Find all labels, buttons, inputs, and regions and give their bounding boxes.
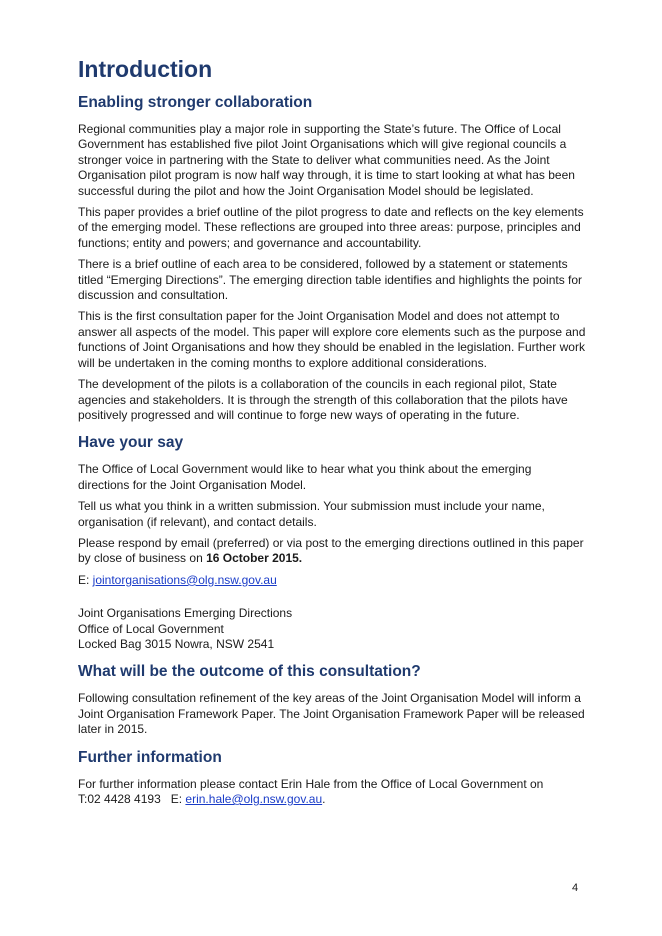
section-have-your-say xyxy=(78,433,586,652)
section-heading-collaboration: Enabling stronger collaboration xyxy=(78,94,313,111)
paragraph: The development of the pilots is a collaboration of the councils in each regional pilot, State agencies and stakeholders. It is through the strength of this collaboration that the pilots have positively progressed and will continue to forge new ways of operating in the future. xyxy=(78,377,568,422)
deadline-text: Please respond by email (preferred) or via post to the emerging directions outlined in this paper by close of business on xyxy=(78,535,584,566)
submission-email-link[interactable]: jointorganisations@olg.nsw.gov.au xyxy=(92,572,277,587)
email-label: E: xyxy=(78,572,93,587)
address-line: Office of Local Government xyxy=(78,621,224,636)
section-heading-have-your-say: Have your say xyxy=(78,434,184,452)
document-page xyxy=(78,55,586,813)
contact-phone: T:02 4428 4193 xyxy=(78,792,161,806)
paragraph: Regional communities play a major role in supporting the State’s future. The Office of Local Government has established five pilot Joint Organisations which will give regional councils a stronger voice in partnering with the State to deliver what communities need. As the Joint Organisation pilot program is now half way through, it is time to start looking at what has been successful during the pilot and how the Joint Organisation Model should be legislated. xyxy=(78,122,575,198)
section-outcome xyxy=(78,662,586,737)
page-number: 4 xyxy=(572,882,579,894)
deadline-date: 16 October 2015. xyxy=(206,551,303,566)
contact-trailing: . xyxy=(322,792,326,806)
paragraph: Tell us what you think in a written submission. Your submission must include your name, organisation (if relevant), and contact details. xyxy=(78,499,545,529)
page-title: Introduction xyxy=(78,56,213,82)
paragraph: Following consultation refinement of the key areas of the Joint Organisation Model will inform a Joint Organisation Framework Paper. The Joint Organisation Framework Paper will be released later in 2015. xyxy=(78,691,585,737)
paragraph: There is a brief outline of each area to be considered, followed by a statement or statements titled “Emerging Directions”. The emerging direction table identifies and highlights the points for discussion and consultation. xyxy=(78,257,583,303)
paragraph: The Office of Local Government would like to hear what you think about the emerging directions for the Joint Organisation Model. xyxy=(78,462,532,492)
email-line xyxy=(78,573,586,588)
contact-text: For further information please contact Erin Hale from the Office of Local Government on xyxy=(78,776,544,791)
paragraph: This paper provides a brief outline of the pilot progress to date and reflects on the key elements of the emerging model. These reflections are grouped into three areas: purpose, principles and functions; entity and powers; and governance and accountability. xyxy=(78,205,584,250)
section-further-information xyxy=(78,748,586,808)
paragraph: This is the first consultation paper for the Joint Organisation Model and does not attempt to answer all aspects of the model. This paper will explore core elements such as the purpose and functions of Joint Organisations and how they should be enabled in the legislation. Further work will be undertaken in the coming months to explore additional considerations. xyxy=(78,309,586,370)
contact-email-label: E: xyxy=(170,792,186,806)
section-collaboration xyxy=(78,93,586,423)
section-heading-further-information: Further information xyxy=(78,748,222,766)
postal-address xyxy=(78,606,586,652)
address-line: Joint Organisations Emerging Directions xyxy=(78,606,293,621)
contact-email-link[interactable]: erin.hale@olg.nsw.gov.au xyxy=(185,792,323,806)
address-line: Locked Bag 3015 Nowra, NSW 2541 xyxy=(78,636,275,651)
contact-paragraph xyxy=(78,777,586,808)
paragraph-deadline xyxy=(78,536,586,567)
section-heading-outcome: What will be the outcome of this consultation? xyxy=(78,663,421,681)
